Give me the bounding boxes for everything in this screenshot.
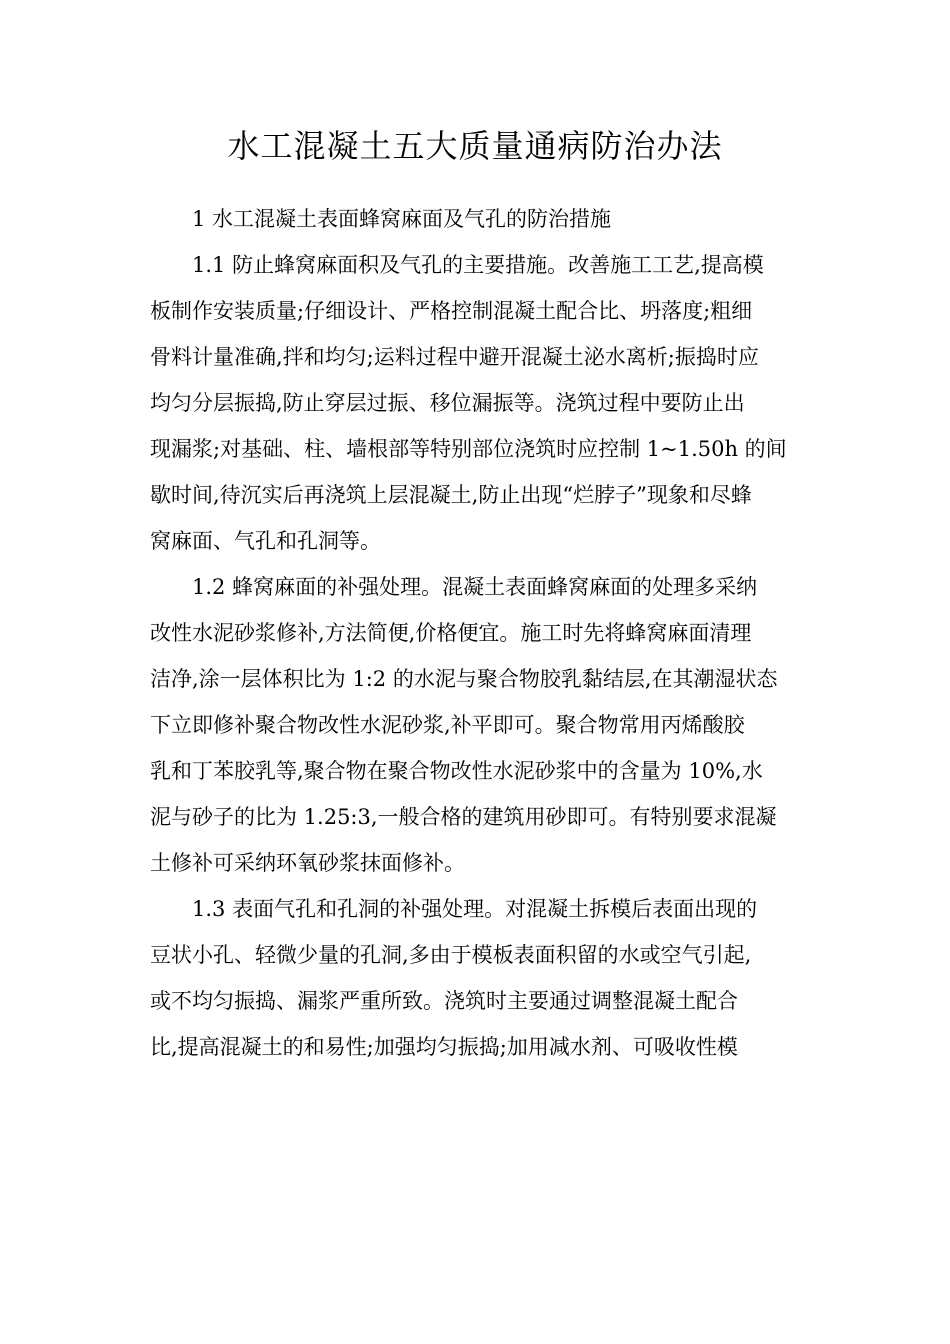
paragraph-line: 乳和丁苯胶乳等,聚合物在聚合物改性水泥砂浆中的含量为 10%,水 (150, 759, 763, 783)
paragraph-line: 泥与砂子的比为 1.25:3,一般合格的建筑用砂即可。有特别要求混凝 (150, 805, 777, 829)
paragraph-line: 板制作安装质量;仔细设计、严格控制混凝土配合比、坍落度;粗细 (150, 299, 753, 323)
paragraph-line: 改性水泥砂浆修补,方法简便,价格便宜。施工时先将蜂窝麻面清理 (150, 621, 752, 645)
paragraph-line: 土修补可采纳环氧砂浆抹面修补。 (150, 851, 465, 875)
paragraph-line: 窝麻面、气孔和孔洞等。 (150, 529, 381, 553)
paragraph-line: 豆状小孔、轻微少量的孔洞,多由于模板表面积留的水或空气引起, (150, 943, 752, 967)
paragraph-line: 或不均匀振捣、漏浆严重所致。浇筑时主要通过调整混凝土配合 (150, 989, 738, 1013)
paragraph-first-line: 1.2 蜂窝麻面的补强处理。混凝土表面蜂窝麻面的处理多采纳 (192, 575, 758, 599)
paragraph-line: 骨料计量准确,拌和均匀;运料过程中避开混凝土泌水离析;振捣时应 (150, 345, 759, 369)
paragraph-line: 比,提高混凝土的和易性;加强均匀振捣;加用减水剂、可吸收性模 (150, 1035, 738, 1059)
paragraph-line: 现漏浆;对基础、柱、墙根部等特别部位浇筑时应控制 1~1.50h 的间 (150, 437, 787, 461)
paragraph-line: 洁净,涂一层体积比为 1:2 的水泥与聚合物胶乳黏结层,在其潮湿状态 (150, 667, 778, 691)
paragraph-line: 均匀分层振捣,防止穿层过振、移位漏振等。浇筑过程中要防止出 (150, 391, 745, 415)
document-title: 水工混凝土五大质量通病防治办法 (227, 127, 723, 165)
document-body (150, 196, 802, 1070)
paragraph-first-line: 1.3 表面气孔和孔洞的补强处理。对混凝土拆模后表面出现的 (192, 897, 758, 921)
paragraph-first-line: 1 水工混凝土表面蜂窝麻面及气孔的防治措施 (192, 207, 612, 231)
paragraph-first-line: 1.1 防止蜂窝麻面积及气孔的主要措施。改善施工工艺,提高模 (192, 253, 764, 277)
paragraph-line: 歇时间,待沉实后再浇筑上层混凝土,防止出现“烂脖子”现象和尽蜂 (150, 483, 752, 507)
paragraph-line: 下立即修补聚合物改性水泥砂浆,补平即可。聚合物常用丙烯酸胶 (150, 713, 745, 737)
